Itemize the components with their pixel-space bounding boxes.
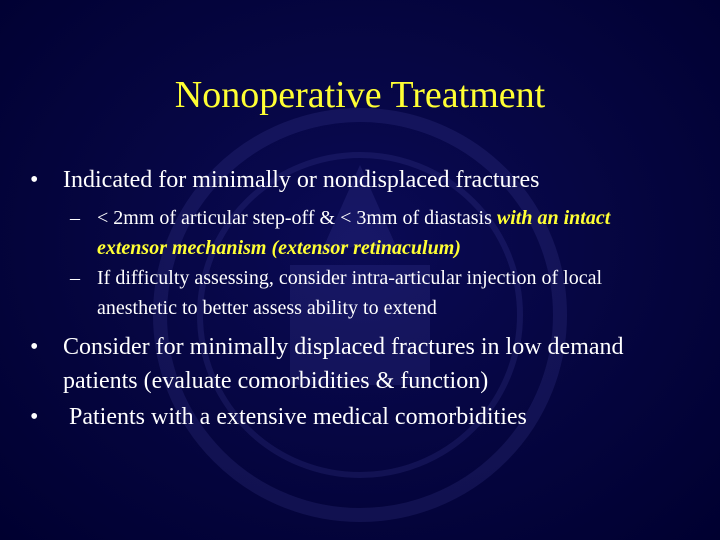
bullet-marker: • [30,167,39,193]
bullet-text: Consider for minimally displaced fractures in low demand patients (evaluate comorbidities & function) [63,334,624,394]
sub-bullet-text: If difficulty assessing, consider intra-articular injection of local anesthetic to better assess ability to extend [97,267,603,319]
bullet-text: Indicated for minimally or nondisplaced fractures [63,167,540,193]
slide-title: Nonoperative Treatment [174,74,546,116]
bullet-marker: • [30,334,39,360]
sub-bullet-item [70,263,670,323]
bullet-item [30,330,670,398]
sub-bullet-marker: – [70,207,80,229]
bullet-text: Patients with a extensive medical comorbidities [63,404,527,430]
bullet-marker: • [30,404,39,430]
sub-bullet-marker: – [70,267,80,289]
sub-bullet-emphasis: with an intact extensor mechanism (extensor retinaculum) [97,207,611,259]
sub-bullet-item [70,203,670,263]
bullet-item [30,400,690,434]
bullet-item [30,163,690,197]
sub-bullet-text: < 2mm of articular step-off & < 3mm of diastasis [97,207,497,229]
